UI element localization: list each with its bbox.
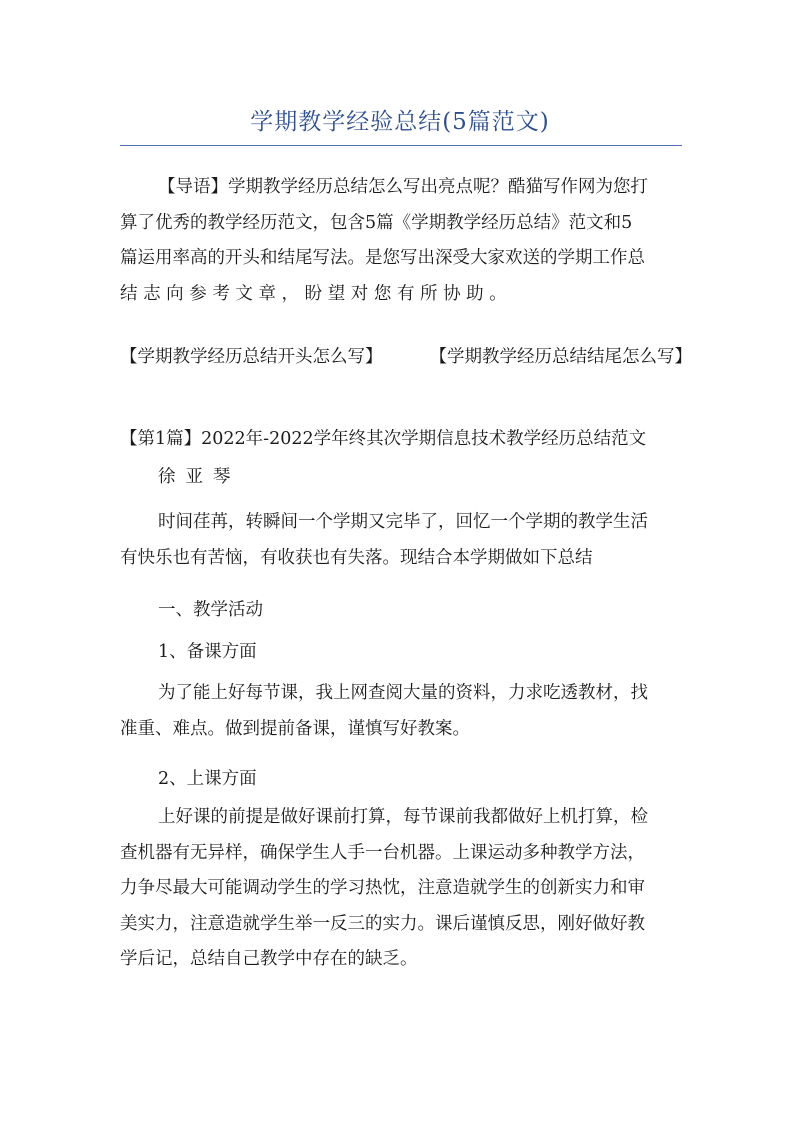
author-name: 徐亚琴 xyxy=(158,467,241,487)
paragraph-line: 美实力，注意造就学生举一反三的实力。课后谨慎反思，刚好做好教 xyxy=(120,913,645,934)
paragraph-line: 时间荏苒，转瞬间一个学期又完毕了，回忆一个学期的教学生活 xyxy=(158,512,648,532)
paragraph-line: 有快乐也有苦恼，有收获也有失落。现结合本学期做如下总结 xyxy=(120,547,593,568)
intro-char: 文 xyxy=(235,283,253,304)
intro-char: 对 xyxy=(350,283,369,304)
intro-char: 盼 xyxy=(304,283,323,304)
related-links xyxy=(120,340,692,376)
paragraph-line: 上好课的前提是做好课前打算，每节课前我都做好上机打算，检 xyxy=(158,807,648,827)
paragraph-line: 准重、难点。做到提前备课，谨慎写好教案。 xyxy=(120,718,470,739)
subsection-heading: 1、备课方面 xyxy=(158,642,257,662)
intro-char: 考 xyxy=(212,283,230,304)
intro-line: 【导语】学期教学经历总结怎么写出亮点呢？酷猫写作网为您打 xyxy=(158,177,648,197)
intro-char: 。 xyxy=(489,283,507,304)
document-title: 学期教学经验总结(5篇范文) xyxy=(250,109,550,135)
paragraph-opening xyxy=(120,505,682,576)
intro-line: 算了优秀的教学经历范文，包含5篇《学期教学经历总结》范文和5 xyxy=(120,212,633,233)
intro-char: 所 xyxy=(420,283,438,304)
intro-char: 望 xyxy=(327,283,346,304)
paragraph-line: 力争尽最大可能调动学生的学习热忱，注意造就学生的创新实力和审 xyxy=(120,878,645,899)
article-heading: 【第1篇】2022年-2022学年终其次学期信息技术教学经历总结范文 xyxy=(120,429,647,449)
intro-char: 参 xyxy=(189,283,207,304)
intro-paragraph xyxy=(120,170,682,312)
intro-line-spread xyxy=(120,277,682,313)
paragraph-line: 学后记，总结自己教学中存在的缺乏。 xyxy=(120,949,418,970)
link-opening-howto[interactable]: 【学期教学经历总结开头怎么写】 xyxy=(120,347,383,367)
intro-char: 章 xyxy=(258,283,276,304)
subsection-heading: 2、上课方面 xyxy=(158,769,257,789)
title-underline xyxy=(120,145,682,146)
intro-char: 向 xyxy=(166,283,184,304)
paragraph-lesson-prep xyxy=(120,676,682,747)
intro-line: 篇运用率高的开头和结尾写法。是您写出深受大家欢送的学期工作总 xyxy=(120,248,645,269)
paragraph-line: 查机器有无异样，确保学生人手一台机器。上课运动多种教学方法， xyxy=(120,842,645,863)
section-heading: 一、教学活动 xyxy=(158,600,263,620)
intro-char: 助 xyxy=(466,283,484,304)
intro-char: ， xyxy=(281,283,300,304)
intro-char: 您 xyxy=(373,283,392,304)
intro-char: 志 xyxy=(143,283,161,304)
paragraph-line: 为了能上好每节课，我上网查阅大量的资料，力求吃透教材，找 xyxy=(158,683,648,703)
intro-char: 有 xyxy=(396,283,415,304)
intro-char: 协 xyxy=(443,283,461,304)
link-ending-howto[interactable]: 【学期教学经历总结结尾怎么写】 xyxy=(429,347,692,367)
paragraph-teaching xyxy=(120,800,682,978)
intro-char: 结 xyxy=(120,283,138,304)
